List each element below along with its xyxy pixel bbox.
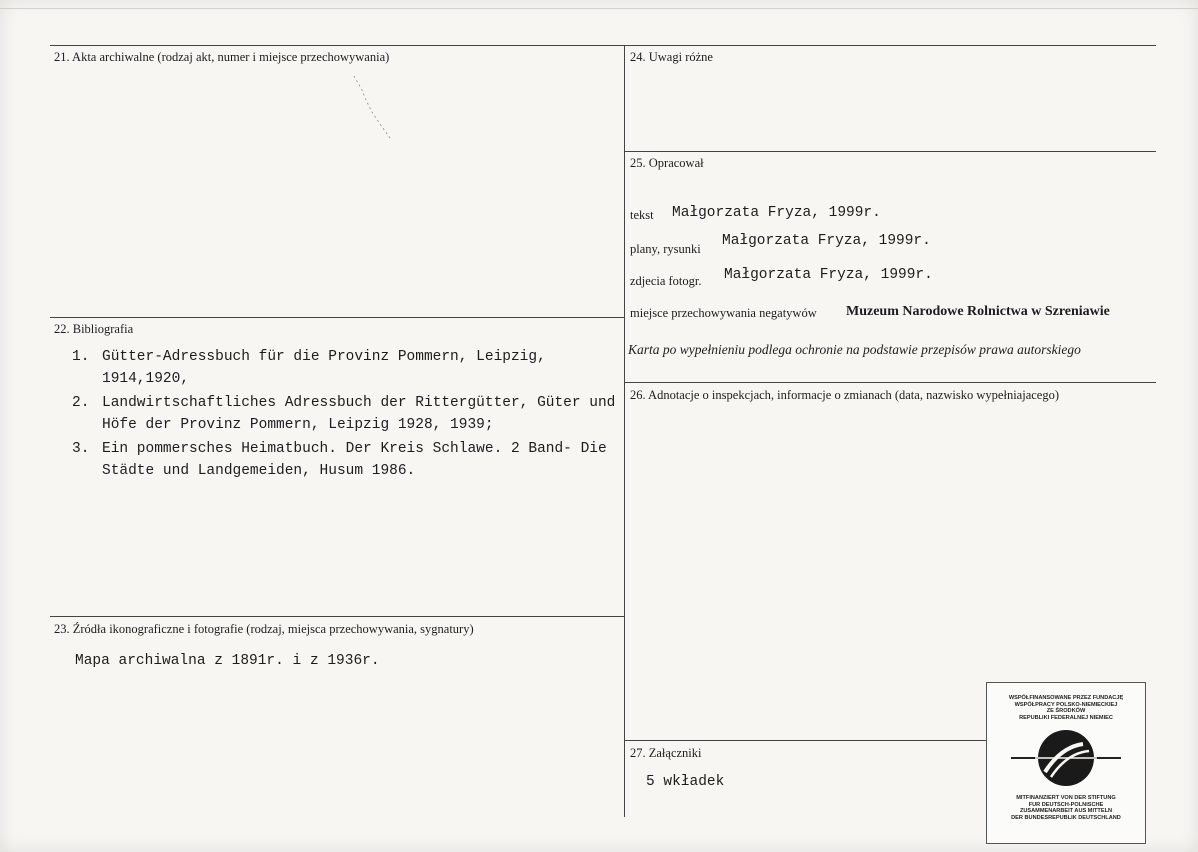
bibliography-item xyxy=(72,438,632,482)
bibliography-list xyxy=(72,346,632,484)
stamp-bottom-text: MITFINANZIERT VON DER STIFTUNG FUR DEUTSCH-POLNISCHE ZUSAMMENARBEIT AUS MITTELN DER BUNDESREPUBLIK DEUTSCHLAND xyxy=(1011,795,1121,821)
foundation-logo-icon xyxy=(1009,727,1123,789)
zdjecia-value: Małgorzata Fryza, 1999r. xyxy=(724,267,933,283)
section-27-value: 5 wkładek xyxy=(646,774,725,790)
bibliography-item-number: 1. xyxy=(72,349,90,365)
section-23-label: 23. Źródła ikonograficzne i fotografie (rodzaj, miejsca przechowywania, sygnatury) xyxy=(54,622,474,636)
rule-section-23 xyxy=(50,616,625,617)
bibliography-item-text: Landwirtschaftliches Adressbuch der Rittergütter, Güter und Höfe der Provinz Pommern, Leipzig 1928, 1939; xyxy=(102,395,616,433)
top-rule xyxy=(50,45,1156,46)
bibliography-item-text: Ein pommersches Heimatbuch. Der Kreis Schlawe. 2 Band- Die Städte und Landgemeiden, Husum 1986. xyxy=(102,441,607,479)
copyright-notice: Karta po wypełnieniu podlega ochronie na podstawie przepisów prawa autorskiego xyxy=(628,342,1081,357)
plany-value: Małgorzata Fryza, 1999r. xyxy=(722,233,931,249)
rule-section-27 xyxy=(625,740,987,741)
tekst-value: Małgorzata Fryza, 1999r. xyxy=(672,205,881,221)
bibliography-item xyxy=(72,392,632,436)
section-24-label: 24. Uwagi różne xyxy=(630,50,713,64)
bibliography-item xyxy=(72,346,632,390)
top-edge-line xyxy=(0,8,1198,9)
bibliography-item-text: Gütter-Adressbuch für die Provinz Pommern, Leipzig, 1914,1920, xyxy=(102,349,546,387)
section-25-label: 25. Opracował xyxy=(630,156,704,170)
section-23-value: Mapa archiwalna z 1891r. i z 1936r. xyxy=(75,653,380,669)
rule-section-25 xyxy=(625,151,1156,152)
plany-label: plany, rysunki xyxy=(630,242,701,256)
pencil-mark xyxy=(350,72,400,142)
stamp-top-text: WSPÓŁFINANSOWANE PRZEZ FUNDACJĘ WSPÓŁPRACY POLSKO-NIEMIECKIEJ ZE ŚRODKÓW REPUBLIKI FEDERALNEJ NIEMIEC xyxy=(1008,695,1124,721)
tekst-label: tekst xyxy=(630,208,654,222)
section-21-label: 21. Akta archiwalne (rodzaj akt, numer i miejsce przechowywania) xyxy=(54,50,390,64)
miejsce-value: Muzeum Narodowe Rolnictwa w Szreniawie xyxy=(846,304,1110,319)
miejsce-label: miejsce przechowywania negatywów xyxy=(630,306,817,320)
foundation-stamp xyxy=(986,682,1146,844)
zdjecia-label: zdjecia fotogr. xyxy=(630,274,702,288)
rule-section-22 xyxy=(50,317,625,318)
bibliography-item-number: 3. xyxy=(72,441,90,457)
section-27-label: 27. Załączniki xyxy=(630,746,702,760)
section-26-label: 26. Adnotacje o inspekcjach, informacje o zmianach (data, nazwisko wypełniajacego) xyxy=(630,388,1059,402)
bibliography-item-number: 2. xyxy=(72,395,90,411)
rule-section-26 xyxy=(625,382,1156,383)
section-22-label: 22. Bibliografia xyxy=(54,322,134,336)
